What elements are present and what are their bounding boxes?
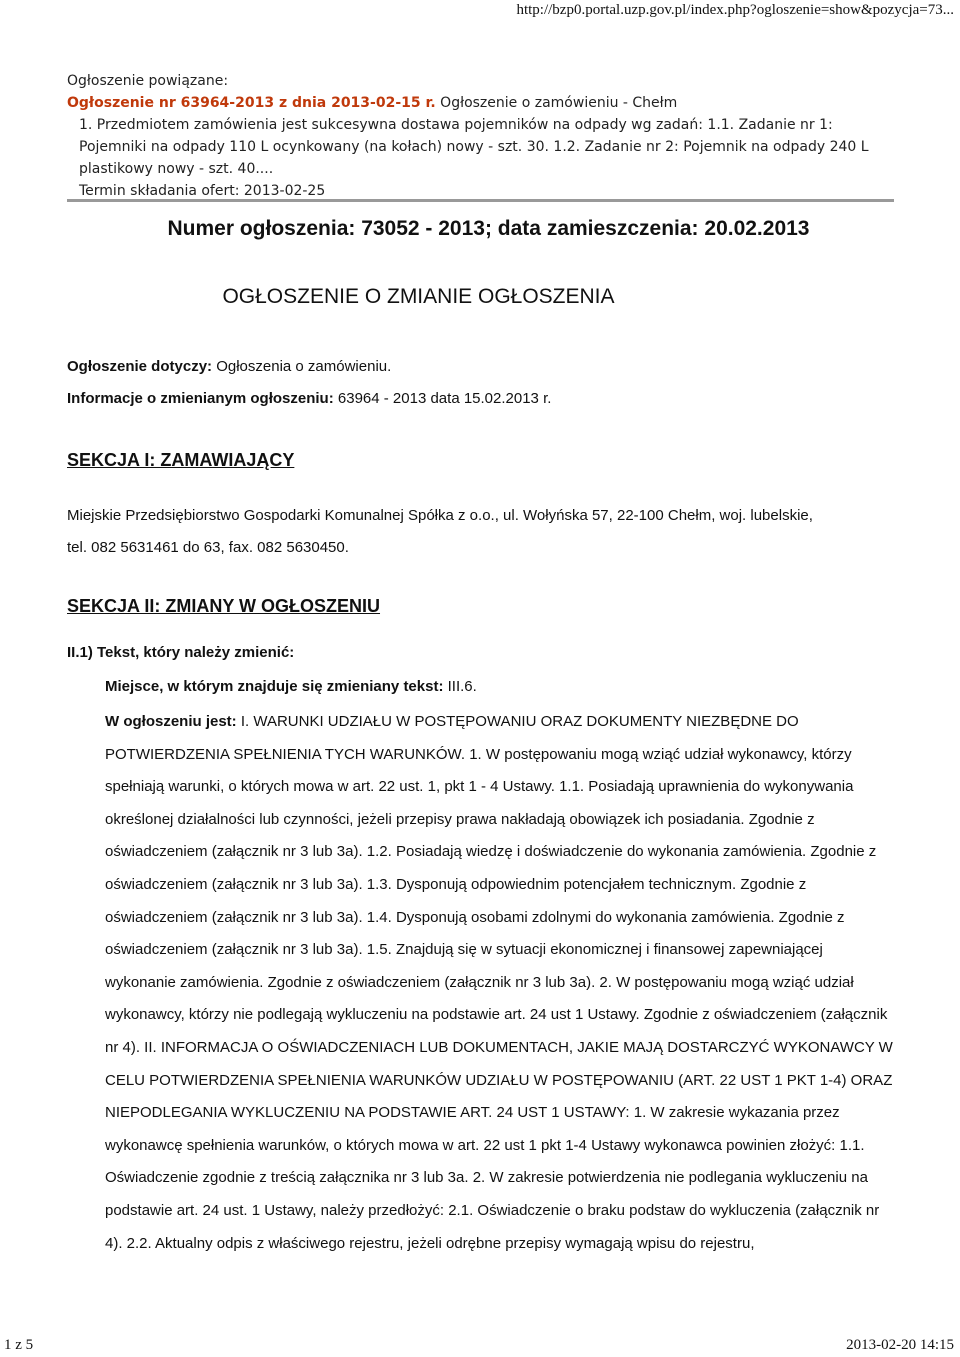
related-notice-type: Ogłoszenie o zamówieniu - Chełm: [435, 95, 678, 111]
concerns-line: [67, 356, 391, 378]
related-desc-line: Pojemniki na odpady 110 L ocynkowany (na kołach) nowy - szt. 30. 1.2. Zadanie nr 2: Pojemnik na odpady 240 L: [79, 139, 869, 155]
concerns-value: Ogłoszenia o zamówieniu.: [212, 358, 392, 375]
related-desc-line: 1. Przedmiotem zamówienia jest sukcesywna dostawa pojemników na odpady wg zadań: 1.1. Zadanie nr 1:: [79, 117, 833, 133]
section1-title: SEKCJA I: ZAMAWIAJĄCY: [67, 450, 295, 470]
print-datetime: 2013-02-20 14:15: [846, 1337, 954, 1353]
current-text: I. WARUNKI UDZIAŁU W POSTĘPOWANIU ORAZ DOKUMENTY NIEZBĘDNE DO POTWIERDZENIA SPEŁNIENIA TYCH WARUNKÓW. 1. W postępowaniu mogą wziąć udział wykonawcy, którzy spełniają warunki, o których mowa w art. 22 ust. 1, pkt 1 - 4 Ustawy. 1.1. Posiadają uprawnienia do wykonywania określonej działalności lub czynności, jeżeli przepisy prawa nakładają obowiązek ich posiadania. Zgodnie z oświadczeniem (załącznik nr 3 lub 3a). 1.2. Posiadają wiedzę i doświadczenie do wykonania zamówienia. Zgodnie z oświadczeniem (załącznik nr 3 lub 3a). 1.3. Dysponują odpowiednim potencjałem technicznym. Zgodnie z oświadczeniem (załącznik nr 3 lub 3a). 1.4. Dysponują osobami zdolnymi do wykonania zamówienia. Zgodnie z oświadczeniem (załącznik nr 3 lub 3a). 1.5. Znajdują się w sytuacji ekonomicznej i finansowej zapewniającej wykonanie zamówienia. Zgodnie z oświadczeniem (załącznik nr 3 lub 3a). 2. W postępowaniu mogą wziąć udział wykonawcy, którzy nie podlegają wykluczeniu na podstawie art. 24 ust 1 Ustawy. Zgodnie z oświadczeniem (załącznik nr 4). II. INFORMACJA O OŚWIADCZENIACH LUB DOKUMENTACH, JAKIE MAJĄ DOSTARCZYĆ WYKONAWCY W CELU POTWIERDZENIA SPEŁNIENIA WARUNKÓW UDZIAŁU W POSTĘPOWANIU (ART. 22 UST 1 PKT 1-4) ORAZ NIEPODLEGANIA WYKLUCZENIU NA PODSTAWIE ART. 24 UST 1 USTAWY: 1. W zakresie wykazania przez wykonawcę spełnienia warunków, o których mowa w art. 22 ust 1 pkt 1-4 Ustawy wykonawca powinien złożyć: 1.1. Oświadczenie zgodnie z treścią załącznika nr 3 lub 3a. 2. W zakresie potwierdzenia nie podlegania wykluczeniu na podstawie art. 24 ust. 1 Ustawy, należy przedłożyć: 2.1. Oświadczenie o braku podstaw do wykluczenia (załącznik nr 4). 2.2. Aktualny odpis z właściwego rejestru, jeżeli odrębne przepisy wymagają wpisu do rejestru,: [105, 713, 893, 1252]
changed-info-line: [67, 388, 551, 410]
changed-info-label: Informacje o zmienianym ogłoszeniu:: [67, 390, 334, 407]
concerns-label: Ogłoszenie dotyczy:: [67, 358, 213, 375]
item-title: [67, 642, 294, 664]
main-title: OGŁOSZENIE O ZMIANIE OGŁOSZENIA: [222, 285, 615, 308]
change-place-label: Miejsce, w którym znajduje się zmieniany tekst:: [105, 678, 444, 695]
address-line: Miejskie Przedsiębiorstwo Gospodarki Komunalnej Spółka z o.o., ul. Wołyńska 57, 22-100 Chełm, woj. lubelskie,: [67, 507, 813, 524]
notice-number: Numer ogłoszenia: 73052 - 2013; data zamieszczenia: 20.02.2013: [167, 217, 810, 240]
divider: [67, 199, 894, 202]
related-desc-line: plastikowy nowy - szt. 40....: [79, 161, 274, 177]
change-place-line: [105, 676, 477, 698]
page-url: http://bzp0.portal.uzp.gov.pl/index.php?ogloszenie=show&pozycja=73...: [516, 2, 954, 18]
related-notice-block: [67, 70, 947, 202]
current-text-block: [105, 706, 895, 1260]
changed-info-value: 63964 - 2013 data 15.02.2013 r.: [333, 390, 552, 407]
related-deadline: Termin składania ofert: 2013-02-25: [79, 183, 326, 199]
related-notice-link[interactable]: Ogłoszenie nr 63964-2013 z dnia 2013-02-15 r.: [67, 95, 436, 111]
related-label: Ogłoszenie powiązane:: [67, 73, 229, 89]
page-number: 1 z 5: [4, 1337, 34, 1353]
section2-title: SEKCJA II: ZMIANY W OGŁOSZENIU: [67, 596, 381, 616]
current-label: W ogłoszeniu jest:: [105, 713, 237, 730]
item-title-text: II.1) Tekst, który należy zmienić:: [67, 644, 295, 661]
change-place-value: III.6.: [443, 678, 477, 695]
contact-line: tel. 082 5631461 do 63, fax. 082 5630450.: [67, 539, 349, 556]
related-link-line: [67, 92, 947, 114]
section1-address: [67, 500, 897, 564]
